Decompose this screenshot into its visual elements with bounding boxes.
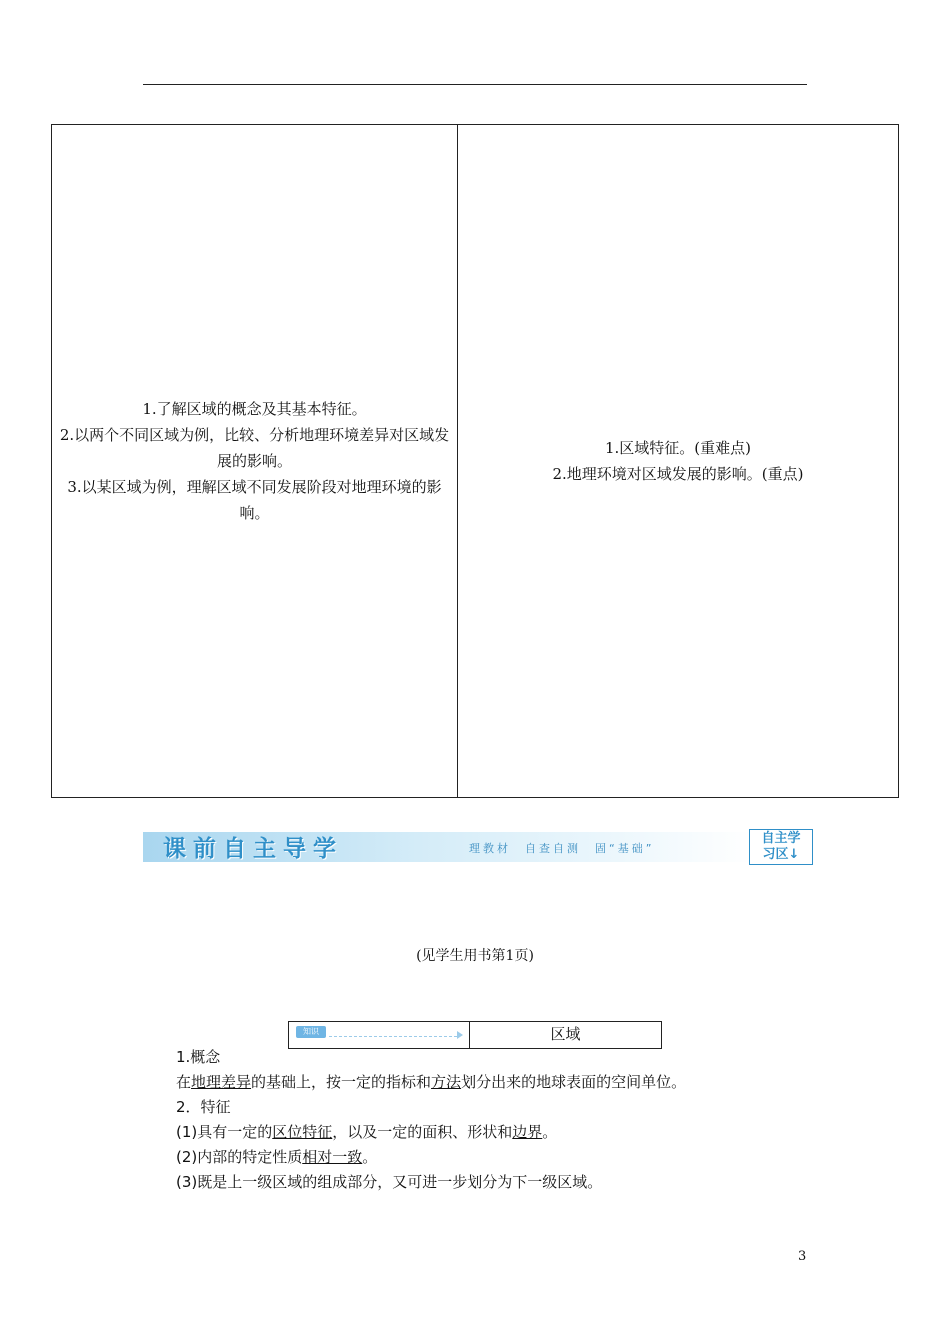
concept-heading: 1.概念 <box>176 1048 221 1066</box>
feature-item <box>176 1145 686 1170</box>
objectives-left-cell <box>52 125 458 797</box>
section-banner <box>143 828 814 866</box>
header-rule <box>143 84 807 85</box>
text-span: 在 <box>176 1073 192 1091</box>
key-term: 方法 <box>431 1073 462 1091</box>
feature-item <box>176 1120 686 1145</box>
section-title: 区域 <box>550 1025 581 1043</box>
key-points-list <box>498 435 858 487</box>
key-point-item: 1.区域特征。(重难点) <box>604 439 752 457</box>
text-span: 。 <box>362 1148 378 1166</box>
badge-line: 习区↓ <box>762 847 800 862</box>
text-span: ，以及一定的面积、形状和 <box>332 1123 513 1141</box>
banner-badge <box>749 829 813 865</box>
banner-title: 课前自主导学 <box>163 836 343 862</box>
page-number: 3 <box>798 1249 807 1264</box>
learning-goal-item: 3.以某区域为例，理解区域不同发展阶段对地理环境的影响。 <box>67 478 442 522</box>
section-content <box>176 1045 686 1195</box>
learning-goal-item: 1.了解区域的概念及其基本特征。 <box>142 400 367 418</box>
text-span: 的基础上，按一定的指标和 <box>251 1073 432 1091</box>
text-span: (1)具有一定的 <box>176 1123 273 1141</box>
text-span: 。 <box>542 1123 558 1141</box>
dashed-line <box>329 1036 457 1037</box>
key-point-item: 2.地理环境对区域发展的影响。(重点) <box>552 465 804 483</box>
section-tag: 知识 <box>296 1026 326 1038</box>
banner-subtitle: 理教材 自查自测 固“基础” <box>469 842 655 855</box>
arrow-right-icon <box>457 1031 463 1039</box>
key-term: 相对一致 <box>302 1148 363 1166</box>
learning-goal-item: 2.以两个不同区域为例，比较、分析地理环境差异对区域发展的影响。 <box>59 426 450 470</box>
feature-item: (3)既是上一级区域的组成部分，又可进一步划分为下一级区域。 <box>176 1173 603 1191</box>
text-span: (2)内部的特定性质 <box>176 1148 303 1166</box>
text-span: 划分出来的地球表面的空间单位。 <box>461 1073 687 1091</box>
concept-definition <box>176 1070 686 1095</box>
objectives-right-cell <box>458 125 898 797</box>
key-term: 区位特征 <box>272 1123 333 1141</box>
badge-line: 自主学 <box>761 831 801 846</box>
key-term: 边界 <box>512 1123 543 1141</box>
feature-heading: 2．特征 <box>176 1098 231 1116</box>
key-term: 地理差异 <box>191 1073 252 1091</box>
objectives-table <box>51 124 899 798</box>
learning-goals-list <box>59 396 451 526</box>
reference-note: (见学生用书第1页) <box>416 948 534 964</box>
